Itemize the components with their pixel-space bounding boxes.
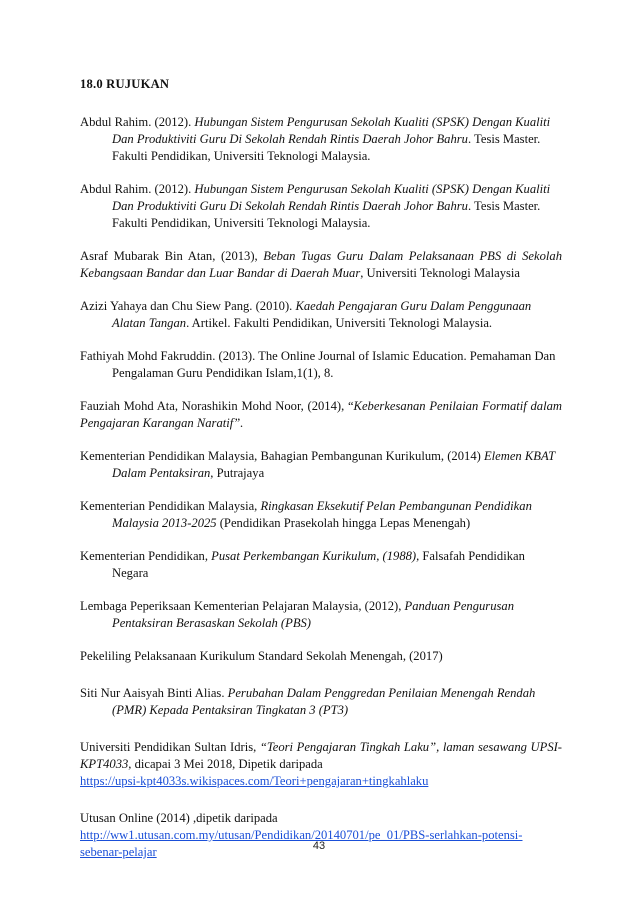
reference-item: Lembaga Peperiksaan Kementerian Pelajaran Malaysia, (2012), Panduan Pengurusan Pentaksiran Berasaskan Sekolah (PBS) xyxy=(80,599,515,630)
reference-item: Kementerian Pendidikan, Pusat Perkembangan Kurikulum, (1988), Falsafah Pendidikan Negara xyxy=(80,549,525,580)
reference-item: Azizi Yahaya dan Chu Siew Pang. (2010). Kaedah Pengajaran Guru Dalam Penggunaan Alatan Tangan. Artikel. Fakulti Pendidikan, Universiti Teknologi Malaysia. xyxy=(80,299,532,330)
reference-item: Asraf Mubarak Bin Atan, (2013), Beban Tugas Guru Dalam Pelaksanaan PBS di Sekolah Kebangsaan Bandar dan Luar Bandar di Daerah Muar, Universiti Teknologi Malaysia xyxy=(80,249,562,280)
reference-item: Fauziah Mohd Ata, Norashikin Mohd Noor, (2014), “Keberkesanan Penilaian Formatif dalam Pengajaran Karangan Naratif”. xyxy=(80,399,562,430)
reference-item: Fathiyah Mohd Fakruddin. (2013). The Online Journal of Islamic Education. Pemahaman Dan Pengalaman Guru Pendidikan Islam,1(1), 8. xyxy=(80,349,556,380)
reference-link[interactable]: https://upsi-kpt4033s.wikispaces.com/Teori+pengajaran+tingkahlaku xyxy=(80,774,429,788)
reference-item: Kementerian Pendidikan Malaysia, Bahagian Pembangunan Kurikulum, (2014) Elemen KBAT Dalam Pentaksiran, Putrajaya xyxy=(80,449,555,480)
reference-item: Utusan Online (2014) ,dipetik daripada http://ww1.utusan.com.my/utusan/Pendidikan/20140701/pe_01/PBS-serlahkan-potensi-sebenar-pelajar xyxy=(80,811,523,859)
reference-list xyxy=(80,114,562,861)
reference-link[interactable]: http://ww1.utusan.com.my/utusan/Pendidikan/20140701/pe_01/PBS-serlahkan-potensi-sebenar-pelajar xyxy=(80,828,523,859)
page-number: 43 xyxy=(312,840,326,852)
reference-item: Abdul Rahim. (2012). Hubungan Sistem Pengurusan Sekolah Kualiti (SPSK) Dengan Kualiti Dan Produktiviti Guru Di Sekolah Rendah Rintis Daerah Johor Bahru. Tesis Master. Fakulti Pendidikan, Universiti Teknologi Malaysia. xyxy=(80,115,551,163)
section-heading: 18.0 RUJUKAN xyxy=(80,77,170,91)
reference-item: Abdul Rahim. (2012). Hubungan Sistem Pengurusan Sekolah Kualiti (SPSK) Dengan Kualiti Dan Produktiviti Guru Di Sekolah Rendah Rintis Daerah Johor Bahru. Tesis Master. Fakulti Pendidikan, Universiti Teknologi Malaysia. xyxy=(80,182,551,230)
reference-item: Kementerian Pendidikan Malaysia, Ringkasan Eksekutif Pelan Pembangunan Pendidikan Malaysia 2013-2025 (Pendidikan Prasekolah hingga Lepas Menengah) xyxy=(80,499,532,530)
reference-item: Pekeliling Pelaksanaan Kurikulum Standard Sekolah Menengah, (2017) xyxy=(80,649,443,663)
reference-item: Universiti Pendidikan Sultan Idris, “Teori Pengajaran Tingkah Laku”, laman sesawang UPSI- KPT4033, dicapai 3 Mei 2018, Dipetik daripada https://upsi-kpt4033s.wikispaces.com/Teori+pengajaran+tingkahlaku xyxy=(80,740,562,788)
reference-item: Siti Nur Aaisyah Binti Alias. Perubahan Dalam Penggredan Penilaian Menengah Rendah (PMR) Kepada Pentaksiran Tingkatan 3 (PT3) xyxy=(80,686,536,717)
